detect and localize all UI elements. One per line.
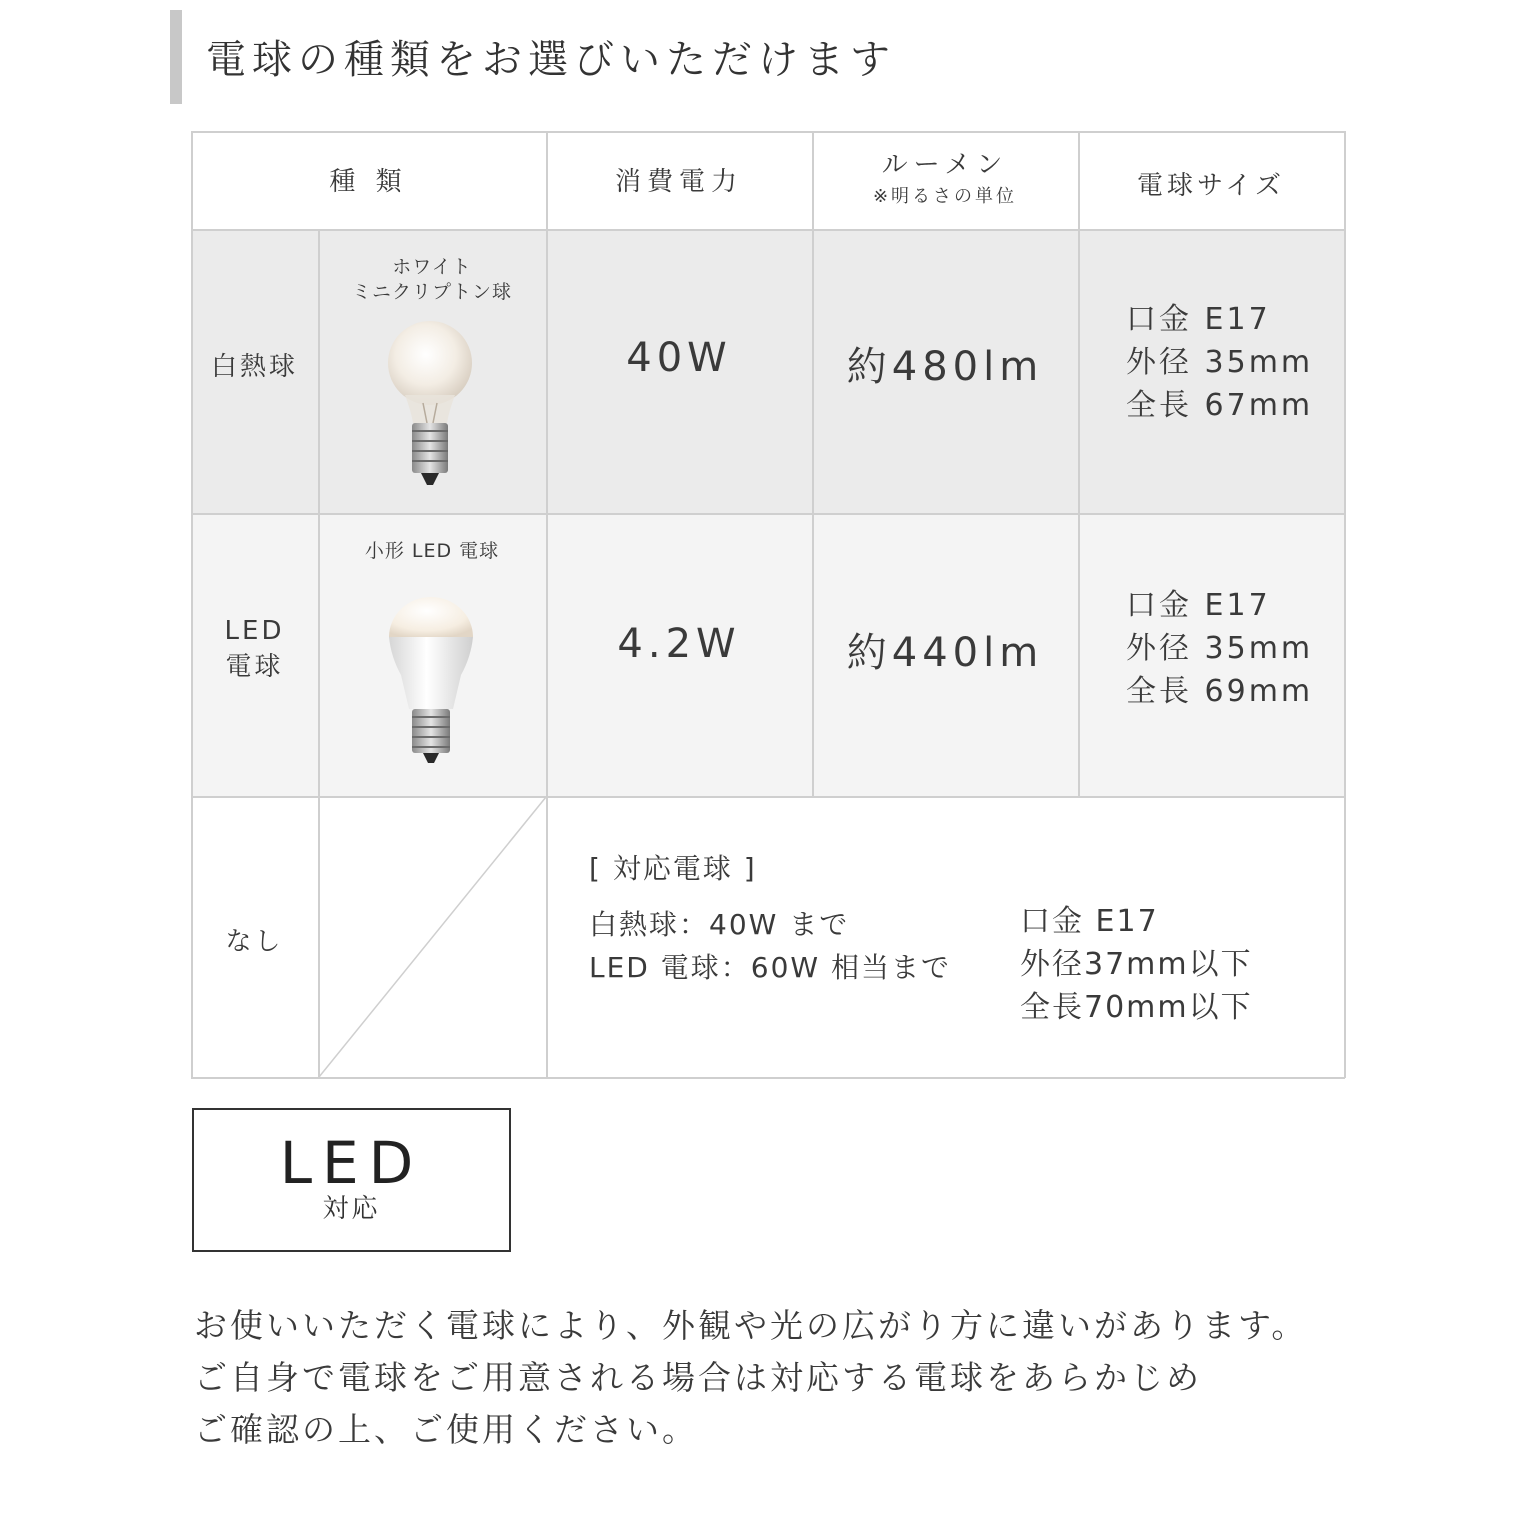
bulb-name-incandescent (318, 255, 546, 305)
compat-line: LED 電球：60W 相当まで (589, 951, 951, 984)
type-none: なし (225, 927, 284, 957)
bulb-table (191, 131, 1345, 1078)
compat-size-line: 口金 E17 (1020, 904, 1159, 939)
type-incandescent: 白熱球 (210, 352, 298, 382)
size-line: 外径 35mm (1126, 631, 1314, 666)
size-led (1126, 584, 1313, 713)
compat-size-line: 外径37mm以下 (1020, 947, 1253, 982)
page-title: 電球の種類をお選びいただけます (206, 37, 896, 83)
power-incandescent: 40W (626, 335, 732, 381)
note-line: お使いいただく電球により、外観や光の広がり方に違いがあります。 (194, 1306, 1308, 1345)
type-led-line: 電球 (225, 652, 284, 682)
title-accent-bar (170, 10, 182, 104)
bulb-name-line: ホワイト (392, 256, 472, 278)
table-line (812, 131, 814, 797)
size-line: 外径 35mm (1126, 345, 1314, 380)
header-lumen (812, 149, 1078, 213)
table-border-right (1344, 131, 1346, 1078)
note-line: ご自身で電球をご用意される場合は対応する電球をあらかじめ (194, 1358, 1202, 1397)
power-led: 4.2W (617, 621, 741, 667)
size-line: 全長 69mm (1126, 674, 1314, 709)
header-lumen-note: ※明るさの単位 (872, 186, 1018, 207)
badge-compatible-text: 対応 (322, 1194, 381, 1224)
compat-line: 白熱球：40W まで (589, 908, 850, 941)
bulb-name-led: 小形 LED 電球 (364, 540, 500, 562)
compat-wattage (589, 903, 951, 989)
header-type: 種 類 (329, 167, 408, 197)
led-bulb-image (383, 597, 483, 767)
compat-heading: [ 対応電球 ] (589, 852, 757, 885)
compat-size-line: 全長70mm以下 (1020, 990, 1253, 1025)
size-line: 口金 E17 (1126, 588, 1271, 623)
mini-krypton-bulb-image (383, 319, 483, 489)
table-border-top (191, 131, 1345, 133)
compat-size (1020, 900, 1253, 1029)
size-line: 全長 67mm (1126, 388, 1314, 423)
empty-cell-diagonal (318, 796, 547, 1078)
size-incandescent (1126, 298, 1313, 427)
table-line (191, 229, 1345, 231)
table-line (191, 513, 1345, 515)
header-power: 消費電力 (614, 167, 743, 197)
type-led (191, 613, 318, 685)
header-lumen-label: ルーメン (881, 150, 1009, 180)
note-line: ご確認の上、ご使用ください。 (194, 1410, 698, 1449)
type-led-line: LED (224, 616, 285, 646)
bulb-name-line: ミニクリプトン球 (351, 281, 512, 303)
size-line: 口金 E17 (1126, 302, 1271, 337)
table-line (1078, 131, 1080, 797)
usage-note (194, 1300, 1394, 1456)
lumen-led: 約440lm (846, 630, 1044, 676)
led-compatible-badge (192, 1108, 511, 1252)
badge-led-text: LED (279, 1129, 424, 1197)
lumen-incandescent: 約480lm (846, 344, 1044, 390)
header-size: 電球サイズ (1137, 171, 1285, 201)
